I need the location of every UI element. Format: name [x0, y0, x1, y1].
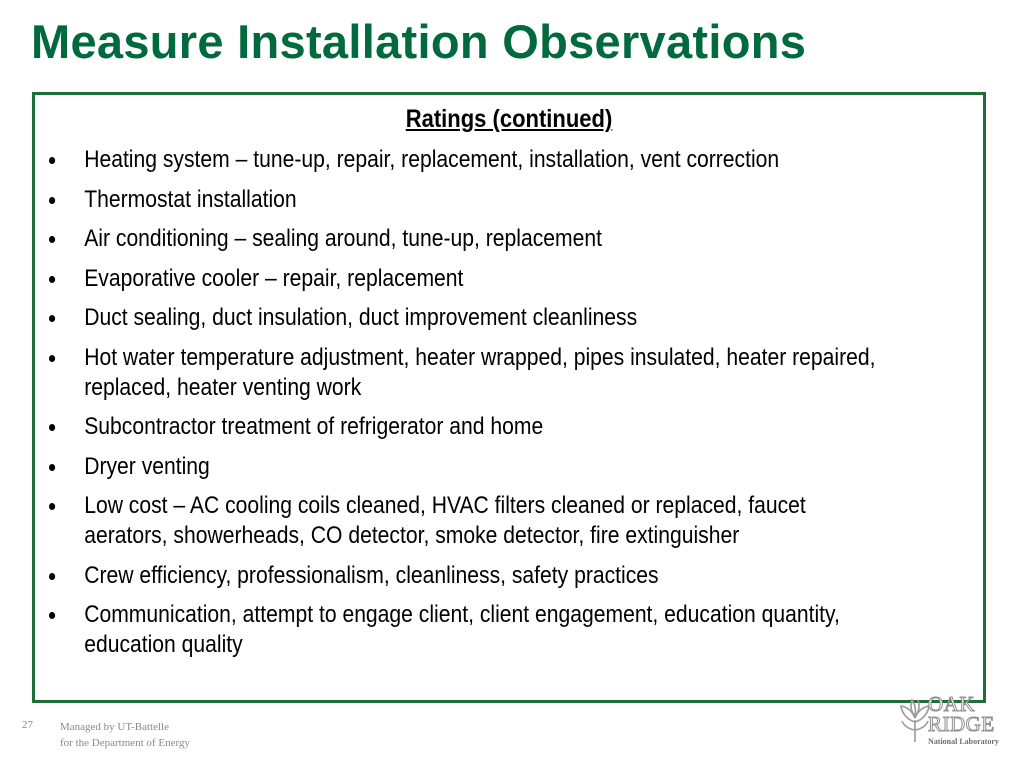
leaf-icon	[898, 698, 932, 744]
bullet-item	[49, 412, 894, 442]
bullet-dot-icon	[49, 424, 55, 431]
bullet-item	[49, 185, 894, 215]
bullet-item	[49, 145, 894, 175]
footer-org-line1: Managed by UT-Battelle	[60, 721, 169, 733]
content-box	[32, 92, 986, 703]
bullet-item	[49, 600, 894, 660]
logo-subtitle: National Laboratory	[928, 737, 999, 746]
bullet-item	[49, 303, 894, 333]
bullet-text: Thermostat installation	[84, 185, 297, 213]
logo-word-oak: OAK	[928, 692, 975, 716]
bullet-text: Duct sealing, duct insulation, duct improvement cleanliness	[84, 304, 638, 331]
bullet-text: Evaporative cooler – repair, replacement	[84, 264, 464, 292]
bullet-dot-icon	[49, 464, 55, 471]
bullet-dot-icon	[49, 612, 55, 619]
bullet-text: Communication, attempt to engage client, client engagement, education quantity, education quality	[84, 601, 840, 658]
bullet-dot-icon	[49, 276, 55, 283]
bullet-dot-icon	[49, 573, 55, 580]
bullet-dot-icon	[49, 236, 55, 243]
bullet-text: Subcontractor treatment of refrigerator and home	[84, 413, 544, 440]
bullet-item	[49, 264, 894, 294]
bullet-item	[49, 491, 894, 551]
bullet-text: Air conditioning – sealing around, tune-up, replacement	[84, 225, 602, 252]
bullet-text: Crew efficiency, professionalism, cleanliness, safety practices	[84, 561, 659, 589]
bullet-text: Dryer venting	[84, 452, 210, 480]
bullet-text: Low cost – AC cooling coils cleaned, HVAC filters cleaned or replaced, faucet aerators, showerheads, CO detector, smoke detector, fire extinguisher	[84, 492, 806, 549]
bullet-item	[49, 561, 894, 591]
oak-ridge-logo	[898, 694, 1006, 752]
page-number: 27	[22, 719, 33, 731]
bullet-item	[49, 452, 894, 482]
bullet-dot-icon	[49, 503, 55, 510]
bullet-text: Heating system – tune-up, repair, replacement, installation, vent correction	[84, 146, 780, 173]
bullet-dot-icon	[49, 315, 55, 322]
slide-title: Measure Installation Observations	[31, 15, 807, 68]
bullet-item	[49, 343, 894, 403]
bullet-dot-icon	[49, 197, 55, 204]
section-heading: Ratings (continued)	[405, 105, 613, 133]
bullet-dot-icon	[49, 157, 55, 164]
footer-org-line2: for the Department of Energy	[60, 737, 190, 749]
bullet-dot-icon	[49, 355, 55, 362]
logo-word-ridge: RIDGE	[928, 712, 995, 736]
bullet-text: Hot water temperature adjustment, heater wrapped, pipes insulated, heater repaired, replaced, heater venting work	[84, 343, 876, 401]
bullet-list	[49, 145, 894, 670]
footer-org	[60, 719, 190, 751]
bullet-item	[49, 224, 894, 254]
